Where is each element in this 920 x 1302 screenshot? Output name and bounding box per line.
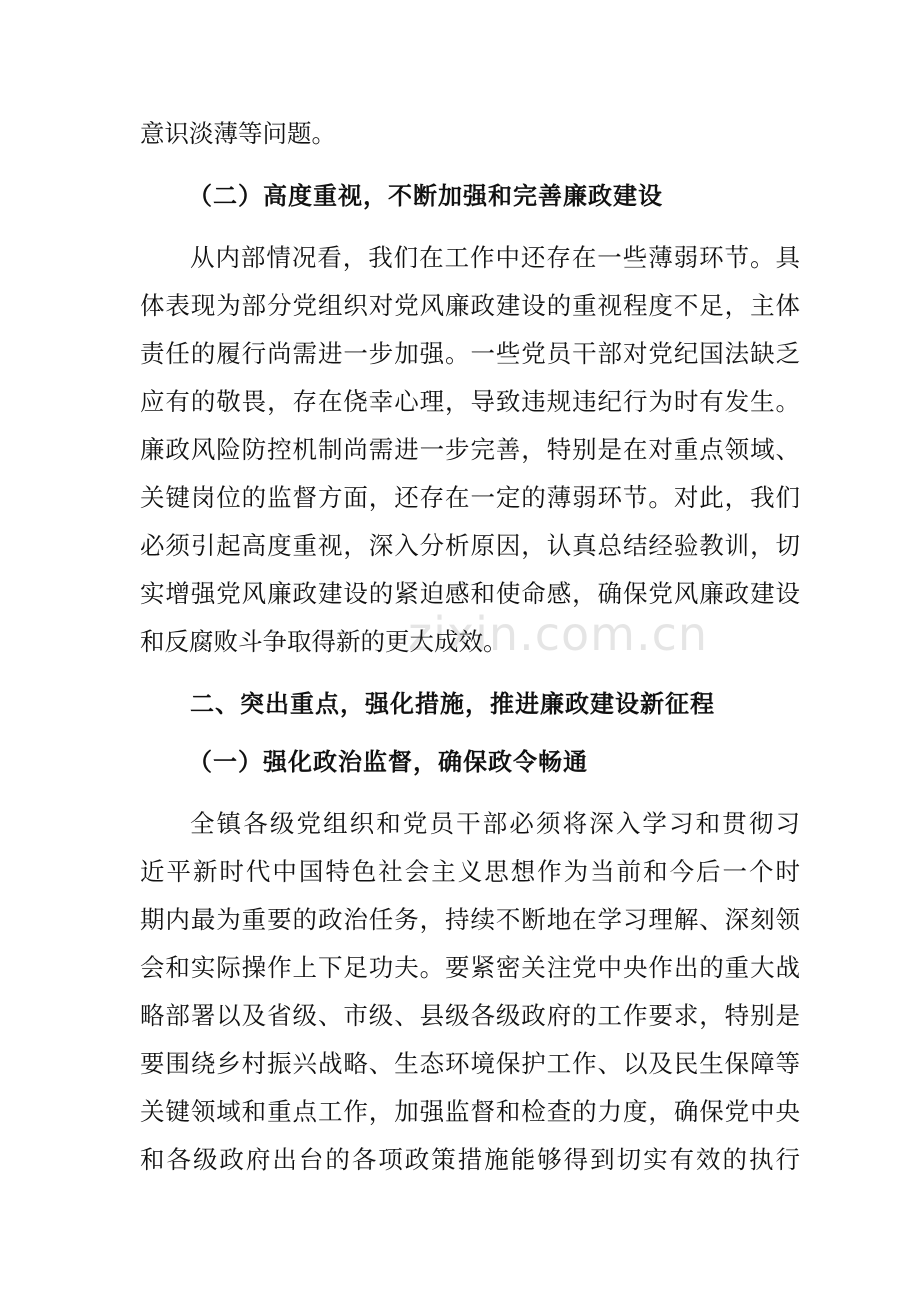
paragraph-line: 会和实际操作上下足功夫。要紧密关注党中央作出的重大战: [140, 953, 800, 982]
paragraph-line: 期内最为重要的政治任务，持续不断地在学习理解、深刻领: [140, 905, 800, 934]
paragraph-line: 从内部情况看，我们在工作中还存在一些薄弱环节。具: [190, 243, 800, 272]
intro-line: 意识淡薄等问题。: [140, 119, 336, 148]
paragraph-line: 要围绕乡村振兴战略、生态环境保护工作、以及民生保障等: [140, 1049, 800, 1078]
section-heading-2-1: （一）强化政治监督，确保政令畅通: [188, 748, 588, 776]
paragraph-line: 关键领域和重点工作，加强监督和检查的力度，确保党中央: [140, 1097, 800, 1126]
section-heading-1-2: （二）高度重视，不断加强和完善廉政建设: [188, 182, 663, 210]
paragraph-line: 和反腐败斗争取得新的更大成效。: [140, 627, 508, 656]
paragraph-line: 和各级政府出台的各项政策措施能够得到切实有效的执行: [140, 1145, 800, 1174]
watermark: zixin.com.cn: [408, 607, 709, 661]
paragraph-line: 体表现为部分党组织对党风廉政建设的重视程度不足，主体: [140, 291, 800, 320]
paragraph-line: 近平新时代中国特色社会主义思想作为当前和今后一个时: [140, 857, 800, 886]
paragraph-line: 责任的履行尚需进一步加强。一些党员干部对党纪国法缺乏: [140, 339, 800, 368]
paragraph-line: 关键岗位的监督方面，还存在一定的薄弱环节。对此，我们: [140, 483, 800, 512]
paragraph-line: 必须引起高度重视，深入分析原因，认真总结经验教训，切: [140, 531, 800, 560]
paragraph-line: 应有的敬畏，存在侥幸心理，导致违规违纪行为时有发生。: [140, 387, 800, 416]
paragraph-line: 实增强党风廉政建设的紧迫感和使命感，确保党风廉政建设: [140, 579, 800, 608]
paragraph-line: 略部署以及省级、市级、县级各级政府的工作要求，特别是: [140, 1001, 800, 1030]
paragraph-line: 全镇各级党组织和党员干部必须将深入学习和贯彻习: [190, 809, 800, 838]
paragraph-line: 廉政风险防控机制尚需进一步完善，特别是在对重点领域、: [140, 435, 800, 464]
section-heading-2: 二、突出重点，强化措施，推进廉政建设新征程: [190, 690, 715, 718]
